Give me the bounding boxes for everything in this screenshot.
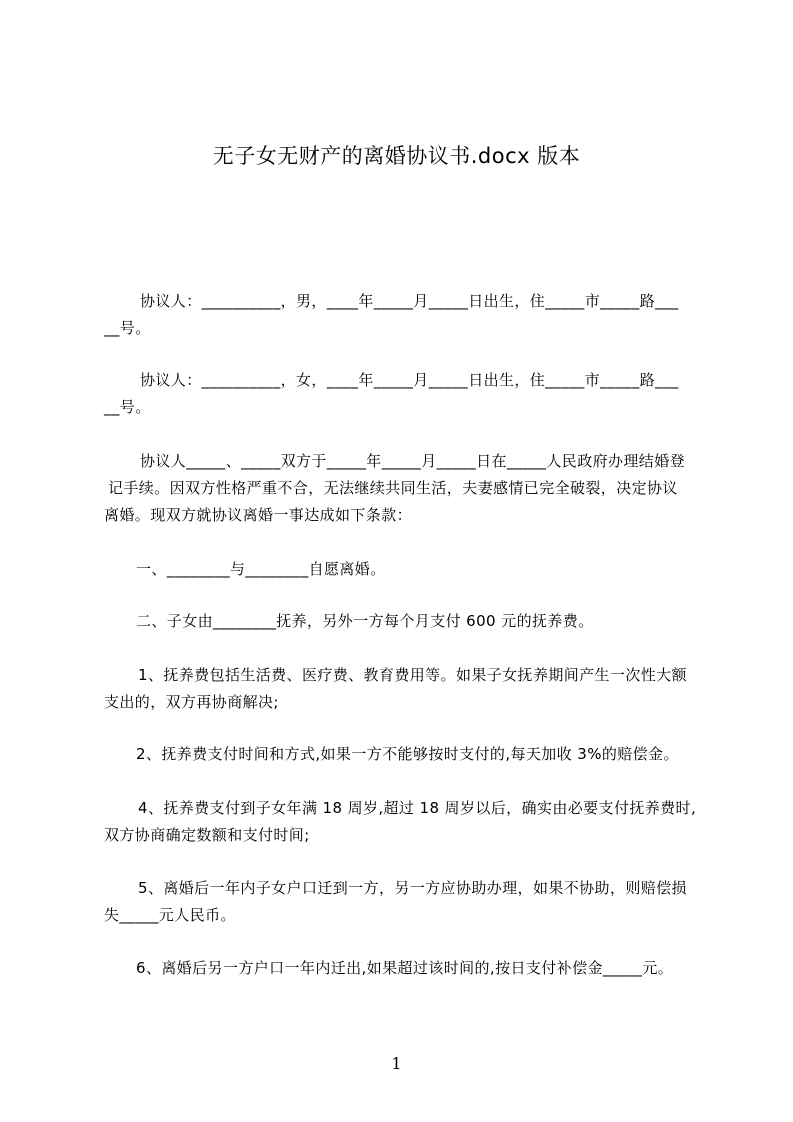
- text-line: 1、抚养费包括生活费、医疗费、教育费用等。如果子女抚养期间产生一次性大额: [138, 666, 687, 684]
- text-line: 4、抚养费支付到子女年满 18 周岁,超过 18 周岁以后，确实由必要支付抚养费时,: [138, 799, 697, 817]
- text-line: 失_____元人民币。: [104, 906, 236, 924]
- text-line: 双方协商确定数额和支付时间;: [104, 826, 310, 844]
- text-line: __号。: [104, 319, 151, 337]
- text-line: 2、抚养费支付时间和方式,如果一方不能够按时支付的,每天加收 3%的赔偿金。: [136, 745, 679, 763]
- text-line: __号。: [104, 398, 151, 416]
- text-line: 二、子女由________抚养，另外一方每个月支付 600 元的抚养费。: [136, 612, 594, 630]
- text-line: 记手续。因双方性格严重不合，无法继续共同生活，夫妻感情已完全破裂，决定协议: [108, 479, 678, 497]
- text-line: 一、________与________自愿离婚。: [136, 560, 386, 578]
- page-title: 无子女无财产的离婚协议书.docx 版本: [212, 144, 581, 168]
- text-line: 支出的，双方再协商解决;: [104, 693, 279, 711]
- text-line: 协议人：__________，男，____年_____月_____日出生，住_____市_____路___: [140, 292, 679, 310]
- text-line: 协议人：__________，女，____年_____月_____日出生，住_____市_____路___: [140, 371, 679, 389]
- text-line: 6、离婚后另一方户口一年内迁出,如果超过该时间的,按日支付补偿金_____元。: [136, 959, 674, 977]
- text-line: 离婚。现双方就协议离婚一事达成如下条款：: [104, 506, 413, 524]
- page-number: 1: [391, 1054, 402, 1073]
- text-line: 协议人_____、_____双方于_____年_____月_____日在_____人民政府办理结婚登: [140, 452, 686, 470]
- text-line: 5、离婚后一年内子女户口迁到一方，另一方应协助办理，如果不协助，则赔偿损: [138, 879, 687, 897]
